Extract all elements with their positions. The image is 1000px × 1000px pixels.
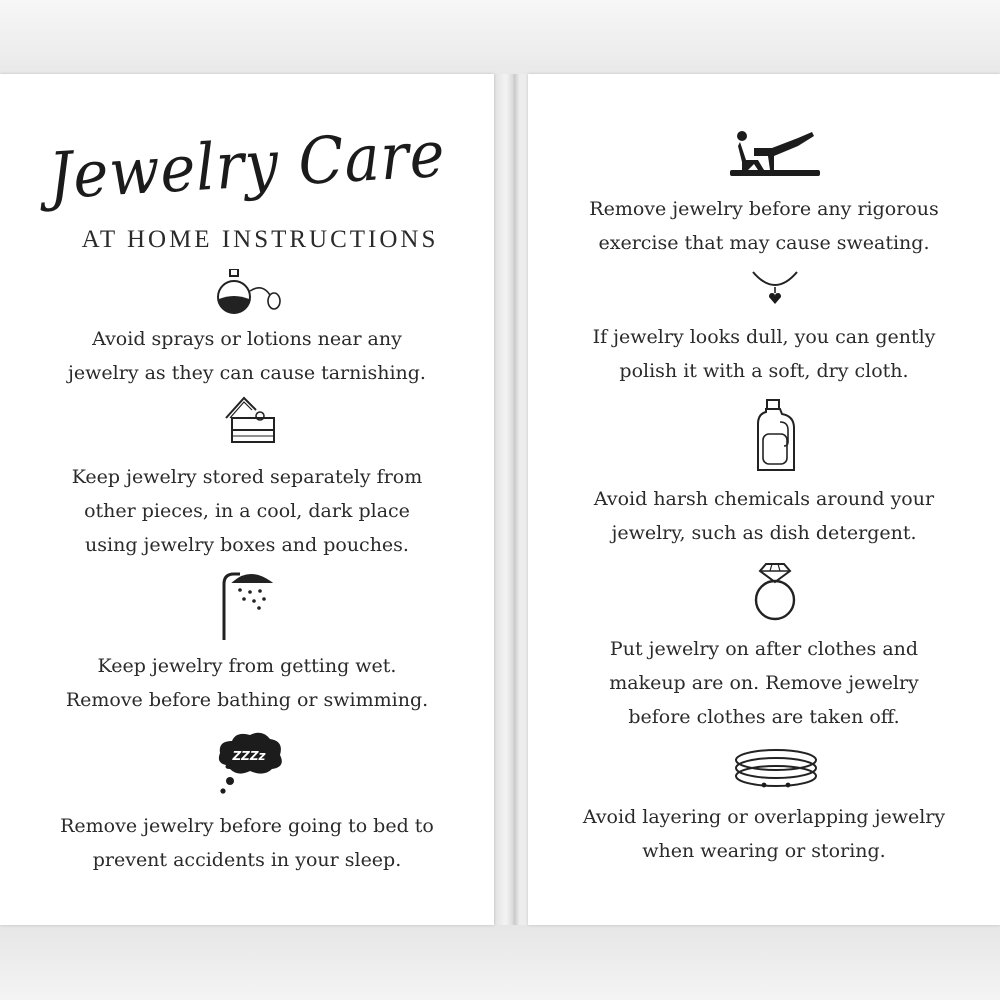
instruction-text: Remove jewelry before going to bed to prevent accidents in your sleep. (60, 815, 434, 871)
instruction-text: Remove jewelry before any rigorous exercise that may cause sweating. (589, 198, 939, 254)
instruction-text: Avoid layering or overlapping jewelry when wearing or storing. (582, 806, 946, 862)
shower-icon (218, 570, 276, 642)
instruction-text: Put jewelry on after clothes and makeup are on. Remove jewelry before clothes are taken off. (609, 638, 919, 728)
sleep-cloud-icon (214, 729, 286, 801)
instruction-text: Keep jewelry from getting wet. Remove before bathing or swimming. (65, 655, 429, 711)
care-card-right (528, 74, 1000, 925)
instruction-text: Avoid harsh chemicals around your jewelry, such as dish detergent. (593, 488, 935, 544)
instruction-text: Avoid sprays or lotions near any jewelry as they can cause tarnishing. (68, 328, 426, 384)
perfume-bottle-icon (216, 269, 282, 319)
detergent-bottle-icon (754, 398, 796, 472)
instruction-text: Keep jewelry stored separately from other pieces, in a cool, dark place using jewelry boxes and pouches. (71, 466, 423, 556)
exercise-icon (728, 126, 822, 178)
necklace-icon (750, 268, 800, 308)
card-subtitle: AT HOME INSTRUCTIONS (81, 226, 439, 253)
card-gap (494, 74, 528, 925)
card-title: Jewelry Care (47, 117, 447, 215)
background-bottom (0, 925, 1000, 1000)
jewelry-box-icon (222, 396, 278, 446)
instruction-text: If jewelry looks dull, you can gently polish it with a soft, dry cloth. (592, 326, 936, 382)
care-card-left (0, 74, 494, 925)
bracelets-icon (732, 746, 820, 792)
background-top (0, 0, 1000, 74)
sleep-cloud-label: ZZZz (232, 749, 266, 763)
ring-icon (752, 560, 798, 622)
